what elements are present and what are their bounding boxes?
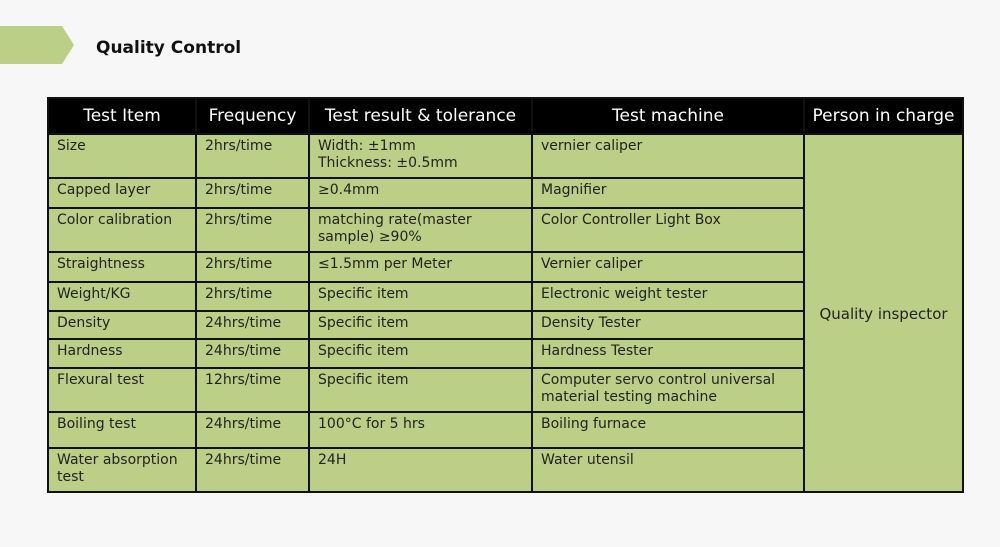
test-machine-text: Computer servo control universal material testing machine: [541, 372, 776, 405]
test-machine-cell: [532, 178, 804, 208]
column-header-frequency: Frequency: [196, 98, 309, 134]
tolerance-text: matching rate(master sample) ≥90%: [318, 212, 472, 245]
test-machine-text: Boiling furnace: [541, 416, 647, 432]
frequency-text: 24hrs/time: [205, 343, 282, 359]
frequency-cell: [196, 252, 309, 282]
frequency-cell: [196, 412, 309, 448]
test-item-text: Flexural test: [57, 372, 145, 388]
test-machine-cell: [532, 311, 804, 339]
tolerance-text: Specific item: [318, 372, 409, 388]
frequency-text: 2hrs/time: [205, 138, 273, 154]
test-item-cell: [48, 282, 196, 311]
tolerance-text: ≥0.4mm: [318, 182, 380, 198]
test-machine-text: vernier caliper: [541, 138, 643, 154]
frequency-text: 2hrs/time: [205, 286, 273, 302]
tolerance-text: Specific item: [318, 286, 409, 302]
frequency-text: 12hrs/time: [205, 372, 282, 388]
tolerance-text: Specific item: [318, 343, 409, 359]
test-machine-cell: [532, 252, 804, 282]
tolerance-cell: [309, 412, 532, 448]
test-machine-cell: [532, 208, 804, 252]
tolerance-cell: [309, 368, 532, 412]
test-item-text: Capped layer: [57, 182, 151, 198]
frequency-text: 24hrs/time: [205, 452, 282, 468]
test-item-cell: [48, 368, 196, 412]
frequency-text: 24hrs/time: [205, 315, 282, 331]
test-item-cell: [48, 134, 196, 178]
frequency-cell: [196, 178, 309, 208]
test-machine-cell: [532, 448, 804, 492]
tolerance-text: 100°C for 5 hrs: [318, 416, 425, 432]
tolerance-cell: [309, 311, 532, 339]
column-header-test-machine: Test machine: [532, 98, 804, 134]
quality-control-table: [47, 97, 964, 493]
test-machine-text: Color Controller Light Box: [541, 212, 721, 228]
frequency-cell: [196, 311, 309, 339]
test-machine-cell: [532, 368, 804, 412]
test-item-cell: [48, 311, 196, 339]
test-machine-text: Electronic weight tester: [541, 286, 708, 302]
page-title: Quality Control: [96, 38, 242, 58]
column-header-tolerance: Test result & tolerance: [309, 98, 532, 134]
tolerance-cell: [309, 178, 532, 208]
test-item-text: Boiling test: [57, 416, 136, 432]
tolerance-cell: [309, 134, 532, 178]
frequency-text: 2hrs/time: [205, 256, 273, 272]
frequency-cell: [196, 448, 309, 492]
test-item-text: Weight/KG: [57, 286, 131, 302]
test-machine-text: Magnifier: [541, 182, 607, 198]
tolerance-cell: [309, 448, 532, 492]
test-item-cell: [48, 208, 196, 252]
frequency-text: 2hrs/time: [205, 212, 273, 228]
frequency-cell: [196, 339, 309, 368]
frequency-cell: [196, 282, 309, 311]
test-item-cell: [48, 252, 196, 282]
frequency-cell: [196, 368, 309, 412]
tolerance-cell: [309, 339, 532, 368]
test-item-text: Straightness: [57, 256, 145, 272]
test-item-text: Water absorption test: [57, 452, 178, 485]
test-item-text: Hardness: [57, 343, 123, 359]
test-machine-text: Vernier caliper: [541, 256, 643, 272]
section-banner-arrow: [0, 26, 74, 64]
tolerance-cell: [309, 282, 532, 311]
test-item-cell: [48, 178, 196, 208]
tolerance-text: Width: ±1mm Thickness: ±0.5mm: [318, 138, 458, 171]
tolerance-cell: [309, 208, 532, 252]
test-item-text: Density: [57, 315, 111, 331]
test-item-text: Size: [57, 138, 86, 154]
test-item-text: Color calibration: [57, 212, 173, 228]
test-item-cell: [48, 448, 196, 492]
test-machine-cell: [532, 134, 804, 178]
test-machine-cell: [532, 282, 804, 311]
column-header-test-item: Test Item: [48, 98, 196, 134]
frequency-cell: [196, 208, 309, 252]
test-machine-text: Hardness Tester: [541, 343, 653, 359]
tolerance-text: ≤1.5mm per Meter: [318, 256, 452, 272]
frequency-cell: [196, 134, 309, 178]
frequency-text: 2hrs/time: [205, 182, 273, 198]
frequency-text: 24hrs/time: [205, 416, 282, 432]
tolerance-text: Specific item: [318, 315, 409, 331]
test-machine-cell: [532, 412, 804, 448]
person-in-charge-cell: Quality inspector: [804, 134, 963, 492]
test-machine-cell: [532, 339, 804, 368]
tolerance-cell: [309, 252, 532, 282]
test-item-cell: [48, 412, 196, 448]
column-header-person-in-charge: Person in charge: [804, 98, 963, 134]
tolerance-text: 24H: [318, 452, 347, 468]
test-machine-text: Water utensil: [541, 452, 634, 468]
table-row: [48, 134, 963, 178]
test-item-cell: [48, 339, 196, 368]
table-header-row: [48, 98, 963, 134]
test-machine-text: Density Tester: [541, 315, 641, 331]
